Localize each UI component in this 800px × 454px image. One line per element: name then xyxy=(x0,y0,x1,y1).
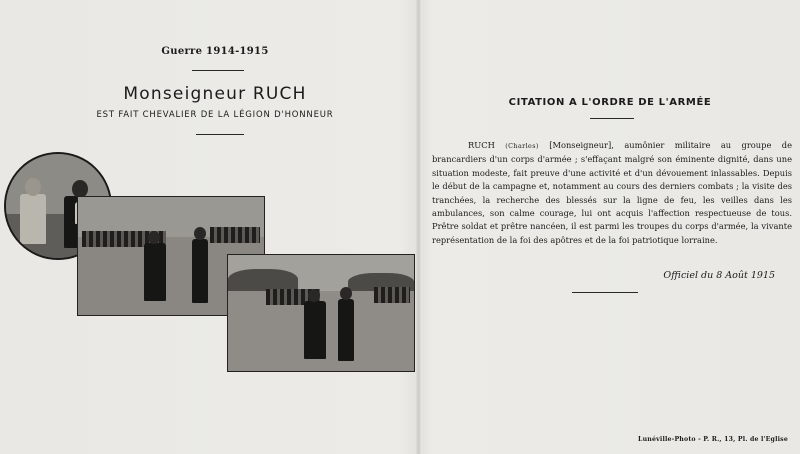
citation-title: [Monseigneur], xyxy=(549,140,614,150)
subtitle-rule xyxy=(192,70,244,71)
citation-name: RUCH xyxy=(468,140,495,150)
signoff-rule xyxy=(572,292,638,293)
citation-text xyxy=(432,139,792,247)
heading-rule xyxy=(590,118,634,119)
page-fold xyxy=(416,0,422,454)
citation-heading: CITATION A L'ORDRE DE L'ARMÉE xyxy=(508,97,712,108)
publisher-imprint: Lunéville-Photo - P. R., 13, Pl. de l'Eglise xyxy=(638,436,788,443)
caption-rule xyxy=(196,134,244,135)
ceremony-photo-2 xyxy=(227,254,415,372)
citation-given-name: (Charles) xyxy=(505,142,539,150)
page-title: Monseigneur RUCH xyxy=(123,84,307,104)
official-date: Officiel du 8 Août 1915 xyxy=(663,270,775,281)
award-caption: EST FAIT CHEVALIER DE LA LÉGION D'HONNEUR xyxy=(96,110,334,120)
war-years-subtitle: Guerre 1914-1915 xyxy=(161,46,269,57)
citation-body: aumônier militaire au groupe de brancardiers d'un corps d'armée ; s'effaçant malgré son éminente dignité, dans une situation modeste, fait preuve d'une activité et d'un dévouement inlassables. Depuis le début de la campagne et, notamment au cours des derniers combats ; la visite des tranchées, la recherche des blessés sur la ligne de feu, les veilles dans les ambulances, son calme courage, lui ont acquis l'affection respectueuse de tous. Prêtre soldat et prêtre nancéen, il est parmi les troupes du corps d'armée, la vivante représentation de la foi des apôtres et de la foi patriotique lorraine. xyxy=(432,140,792,245)
